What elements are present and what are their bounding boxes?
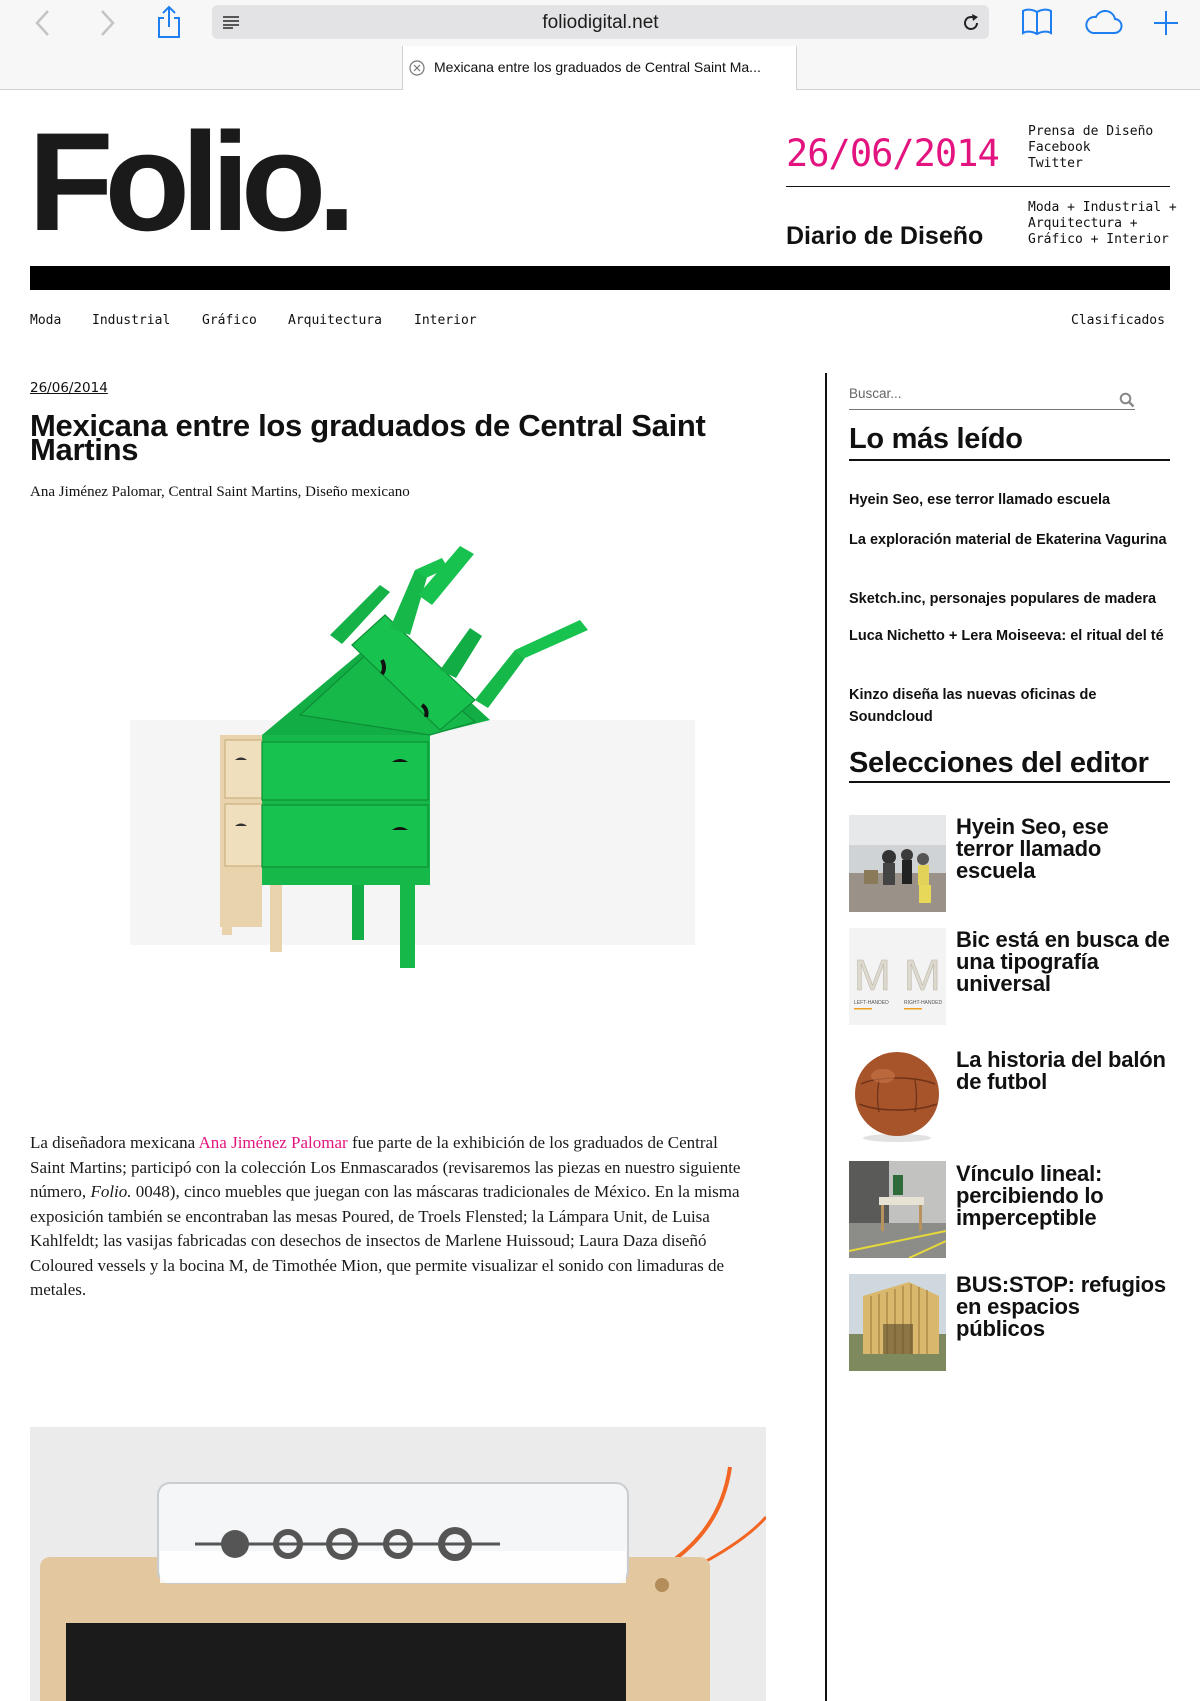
svg-text:M: M [904,951,941,1000]
svg-text:M: M [854,951,891,1000]
reload-icon[interactable] [961,13,981,33]
tab-strip [0,46,1200,90]
pick-thumbnail[interactable] [849,815,946,912]
green-cabinet-image [120,540,700,1000]
folio-mention: Folio. [90,1182,132,1201]
pick-title[interactable]: Hyein Seo, ese terror llamado escuela [956,814,1109,883]
nav-item-industrial[interactable]: Industrial [92,313,171,328]
svg-text:LEFT-HANDED: LEFT-HANDED [854,1000,889,1006]
most-read-item[interactable]: Kinzo diseña las nuevas oficinas de Soundcloud [849,687,1097,725]
editor-picks-rule [849,781,1170,783]
site-subtitle: Diario de Diseño [786,222,984,250]
pick-title[interactable]: BUS:STOP: refugios en espacios públicos [956,1272,1166,1341]
categories-line: Arquitectura + [1028,216,1138,231]
close-tab-icon[interactable] [409,60,425,76]
column-divider [825,373,827,1701]
most-read-item[interactable]: Sketch.inc, personajes populares de madera [849,591,1157,607]
body-part: fue parte de la exhibición de los graduados de Central Saint Martins; participó con la colección Los Enmascarados (revisaremos las piezas en nuestro siguiente número, [30,1133,741,1201]
pick-title[interactable]: Bic está en busca de una tipografía universal [956,927,1170,996]
nav-item-arquitectura[interactable]: Arquitectura [288,313,382,328]
press-links [1028,124,1153,172]
share-icon[interactable] [154,4,184,40]
bookmarks-icon[interactable] [1020,6,1054,38]
facebook-link[interactable]: Facebook [1028,140,1091,155]
new-tab-icon[interactable] [1152,9,1180,37]
active-tab[interactable] [402,46,797,90]
pick-thumbnail[interactable] [849,1274,946,1371]
masthead-bar [30,266,1170,290]
pick-thumbnail[interactable] [849,1046,946,1143]
body-part: 0048), cinco muebles que juegan con las máscaras tradicionales de México. En la misma exposición también se encontraban las mesas Poured, de Troels Flensted; la Lámpara Unit, de Luisa Kahlfeldt; las vasijas fabricadas con desechos de insectos de Marlene Huissoud; Laura Daza diseñó Coloured vessels y la bocina M, de Timothée Mion, que permite visualizar el sonido con limaduras de metales. [30,1182,740,1299]
search-underline [849,409,1135,410]
editor-picks-heading: Selecciones del editor [849,747,1149,779]
most-read-heading: Lo más leído [849,423,1023,455]
pick-thumbnail[interactable] [849,1161,946,1258]
categories-line: Gráfico + Interior [1028,232,1169,247]
article-tags[interactable]: Ana Jiménez Palomar, Central Saint Martins, Diseño mexicano [30,484,410,500]
nav-item-interior[interactable]: Interior [414,313,477,328]
pick-title[interactable]: Vínculo lineal: percibiendo lo imperceptible [956,1161,1104,1230]
nav-item-grafico[interactable]: Gráfico [202,313,257,328]
article-date[interactable]: 26/06/2014 [30,380,108,396]
speaker-image [30,1427,766,1701]
masthead-categories [1028,200,1177,248]
svg-text:Folio.: Folio. [28,112,348,252]
prensa-link[interactable]: Prensa de Diseño [1028,124,1154,139]
issue-date: 26/06/2014 [786,132,999,175]
svg-text:RIGHT-HANDED: RIGHT-HANDED [904,1000,943,1006]
search-input[interactable]: Buscar... [849,386,902,401]
url-text[interactable]: foliodigital.net [542,12,659,33]
article-title: Mexicana entre los graduados de Central Saint Martins [30,408,706,467]
nav-item-clasificados[interactable]: Clasificados [1071,313,1165,328]
article-body [30,1131,755,1303]
forward-icon[interactable] [94,8,122,38]
pick-title[interactable]: La historia del balón de futbol [956,1047,1166,1094]
search-icon[interactable] [1119,392,1135,413]
most-read-item[interactable]: Hyein Seo, ese terror llamado escuela [849,492,1111,508]
pick-thumbnail[interactable] [849,928,946,1025]
masthead-divider [786,186,1170,187]
categories-line: Moda + Industrial + [1028,200,1177,215]
icloud-tabs-icon[interactable] [1082,8,1124,36]
most-read-rule [849,459,1170,461]
browser-toolbar [0,0,1200,46]
tab-title: Mexicana entre los graduados de Central Saint Ma... [434,59,761,75]
twitter-link[interactable]: Twitter [1028,156,1083,171]
nav-item-moda[interactable]: Moda [30,313,62,328]
folio-logo[interactable] [28,112,390,252]
body-intro: La diseñadora mexicana [30,1133,199,1152]
most-read-item[interactable]: La exploración material de Ekaterina Vagurina [849,532,1167,548]
designer-link[interactable]: Ana Jiménez Palomar [198,1133,348,1152]
back-icon[interactable] [28,8,56,38]
address-bar[interactable] [212,5,989,39]
most-read-item[interactable]: Luca Nichetto + Lera Moiseeva: el ritual del té [849,628,1164,644]
